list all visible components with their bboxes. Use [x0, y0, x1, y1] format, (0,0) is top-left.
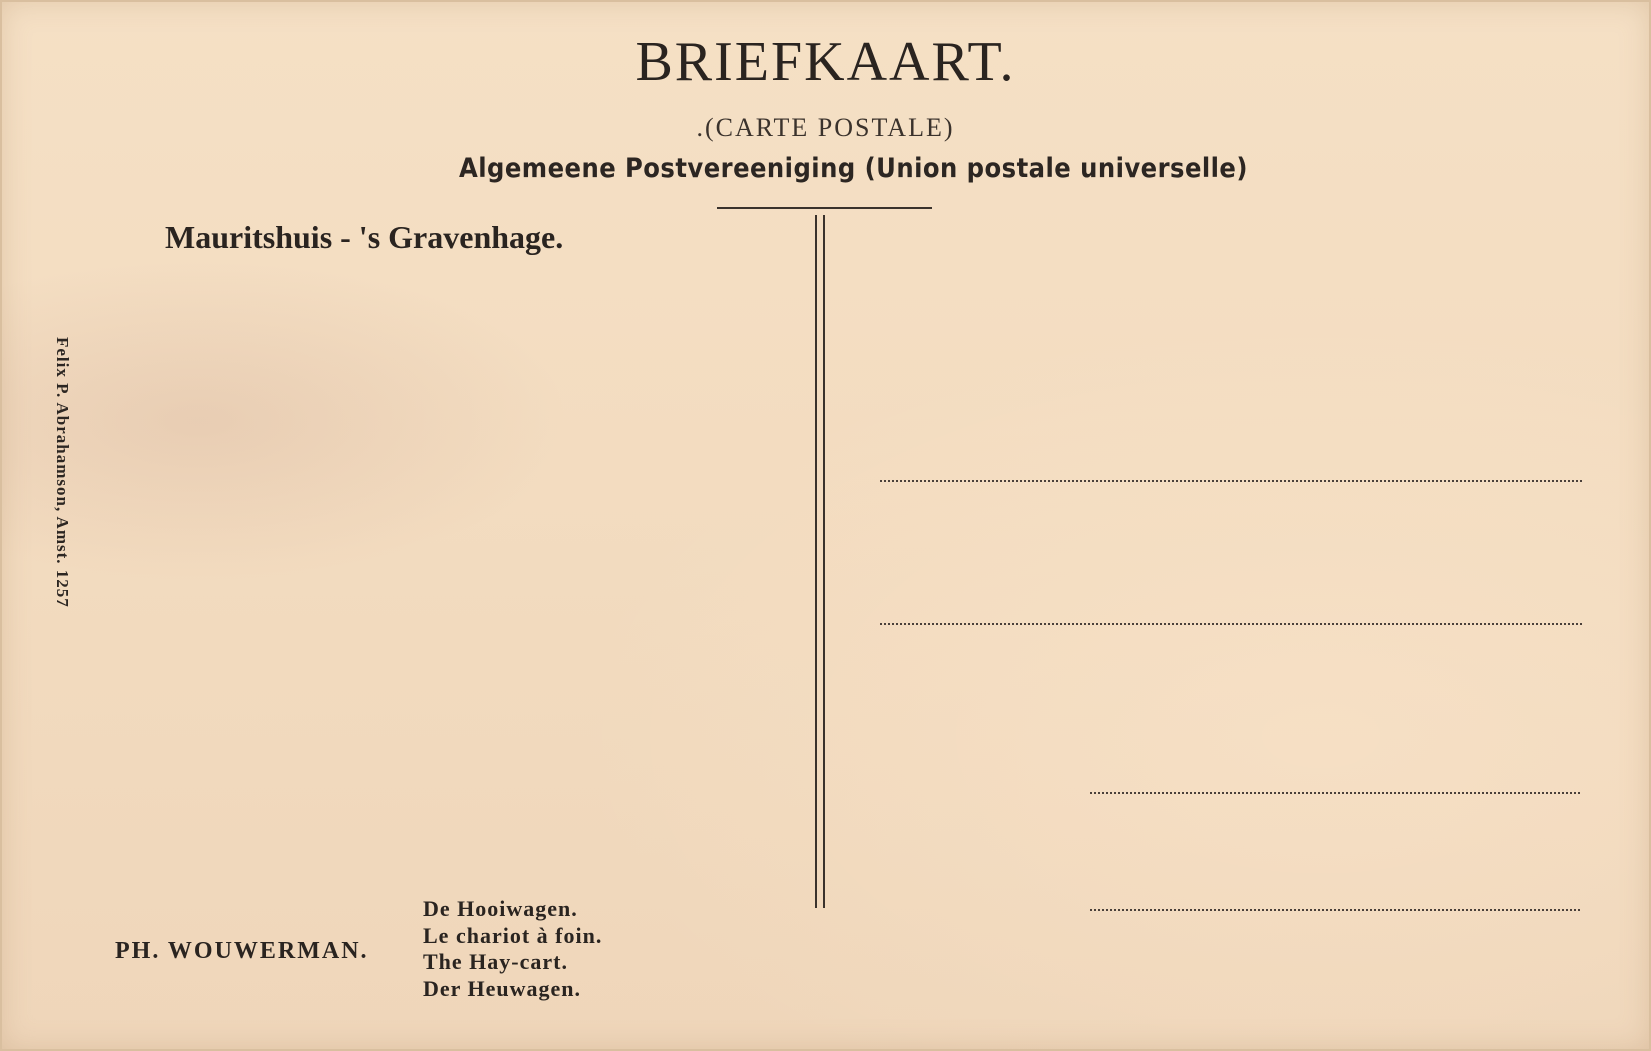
- address-line-3: [1090, 792, 1580, 794]
- artwork-title-french: Le chariot à foin.: [423, 922, 603, 948]
- postal-union-heading: Algemeene Postvereeniging (Union postale universelle): [459, 153, 1248, 184]
- center-divider: [815, 215, 825, 908]
- address-line-4: [1090, 909, 1580, 911]
- address-line-1: [880, 480, 1582, 482]
- museum-location: Mauritshuis - 's Gravenhage.: [165, 219, 564, 255]
- artwork-title-english: The Hay-cart.: [423, 949, 568, 974]
- card-title: BRIEFKAART.: [635, 31, 1016, 93]
- artwork-titles: [423, 896, 602, 1002]
- artwork-title-dutch: De Hooiwagen.: [423, 896, 578, 921]
- address-line-2: [880, 623, 1582, 625]
- artwork-title-german: Der Heuwagen.: [423, 975, 582, 1001]
- publisher-imprint: Felix P. Abrahamson, Amst. 1257: [53, 337, 72, 608]
- heading-rule: [717, 207, 932, 209]
- artist-name: PH. WOUWERMAN.: [115, 938, 369, 964]
- card-subtitle: .(CARTE POSTALE): [696, 113, 955, 142]
